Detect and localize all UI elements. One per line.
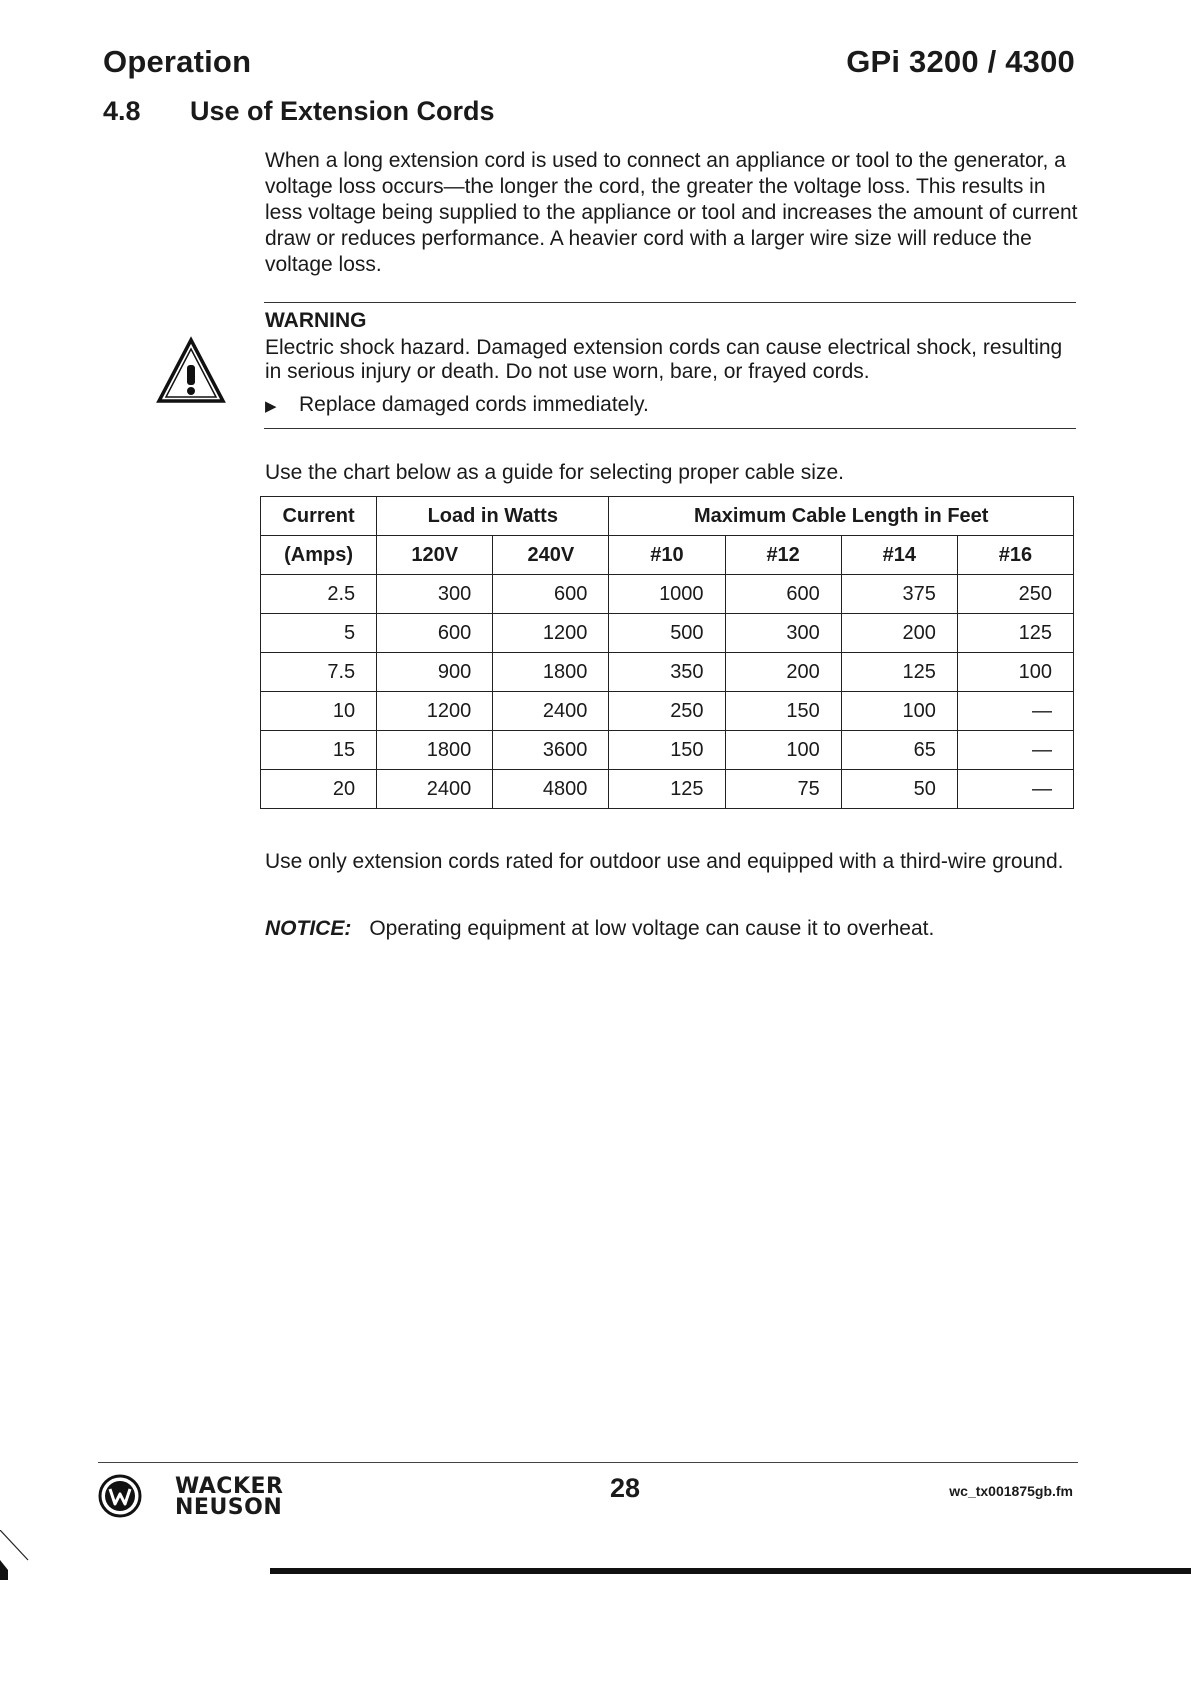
warning-bullet-text: Replace damaged cords immediately. [299,393,649,416]
subheader-awg14: #14 [841,536,957,575]
intro-paragraph: When a long extension cord is used to connect an appliance or tool to the generator, a voltage loss occurs—the longer the cord, the greater the voltage loss. This results in less voltage being supplied to the appliance or tool and increases the amount of current draw or reduces performance. A heavier cord with a larger wire size will reduce the voltage loss. [265,149,1078,276]
cell-120v: 1800 [377,731,493,770]
section-number: 4.8 [103,96,141,126]
subheader-awg10: #10 [609,536,725,575]
warning-bullet [265,392,649,420]
page-header-section: Operation [103,44,252,79]
cell-240v: 600 [493,575,609,614]
notice-label: NOTICE: [265,917,352,940]
header-current: Current [261,497,377,536]
cell-120v: 2400 [377,770,493,809]
cell-120v: 300 [377,575,493,614]
section-title: Use of Extension Cords [190,96,495,126]
cell-awg10: 125 [609,770,725,809]
cell-amps: 5 [261,614,377,653]
chart-intro-text: Use the chart below as a guide for selecting proper cable size. [265,461,844,484]
cell-240v: 3600 [493,731,609,770]
table-row [261,614,1074,653]
header-load-watts: Load in Watts [377,497,609,536]
table-header-row [261,497,1074,536]
subheader-awg12: #12 [725,536,841,575]
subheader-120v: 120V [377,536,493,575]
cell-awg12: 100 [725,731,841,770]
outdoor-use-note: Use only extension cords rated for outdoor use and equipped with a third-wire ground. [265,850,1064,873]
notice-line [265,916,934,942]
scan-corner-mark [0,1530,30,1580]
cell-240v: 1800 [493,653,609,692]
cell-awg16: — [957,692,1073,731]
page-number: 28 [609,1473,641,1503]
cell-awg14: 50 [841,770,957,809]
table-subheader-row [261,536,1074,575]
brand-logo-text [175,1476,283,1518]
cell-awg12: 600 [725,575,841,614]
bullet-arrow-icon: ▶ [265,398,277,415]
cell-awg10: 500 [609,614,725,653]
warning-text: Electric shock hazard. Damaged extension cords can cause electrical shock, resulting in serious injury or death. Do not use worn, bare, or frayed cords. [265,336,1063,383]
cell-awg12: 200 [725,653,841,692]
cell-awg10: 1000 [609,575,725,614]
scan-bottom-edge [270,1568,1191,1574]
table-row [261,653,1074,692]
table-row [261,692,1074,731]
cell-240v: 2400 [493,692,609,731]
subheader-awg16: #16 [957,536,1073,575]
cell-awg16: — [957,731,1073,770]
cell-amps: 10 [261,692,377,731]
logo-line-2: NEUSON [175,1495,283,1520]
cell-120v: 900 [377,653,493,692]
logo-line-1: WACKER [175,1474,284,1499]
cell-240v: 1200 [493,614,609,653]
cell-awg14: 125 [841,653,957,692]
cell-awg16: — [957,770,1073,809]
cell-amps: 7.5 [261,653,377,692]
cell-awg10: 350 [609,653,725,692]
header-max-cable-length: Maximum Cable Length in Feet [609,497,1074,536]
cell-awg12: 150 [725,692,841,731]
cell-awg16: 100 [957,653,1073,692]
cell-awg14: 375 [841,575,957,614]
cell-120v: 600 [377,614,493,653]
subheader-amps: (Amps) [261,536,377,575]
cell-awg12: 75 [725,770,841,809]
subheader-240v: 240V [493,536,609,575]
cable-size-table [260,496,1074,809]
cell-amps: 2.5 [261,575,377,614]
footer-rule [98,1462,1078,1463]
table-row [261,770,1074,809]
cell-120v: 1200 [377,692,493,731]
page-header-model: GPi 3200 / 4300 [846,44,1075,79]
wacker-neuson-logo-icon [98,1474,142,1518]
cell-240v: 4800 [493,770,609,809]
warning-triangle-icon [155,335,227,407]
warning-top-rule [264,302,1076,303]
cell-awg16: 125 [957,614,1073,653]
warning-bottom-rule [264,428,1076,429]
cell-amps: 20 [261,770,377,809]
cell-awg10: 150 [609,731,725,770]
notice-text: Operating equipment at low voltage can cause it to overheat. [369,917,935,940]
cell-awg14: 65 [841,731,957,770]
cell-amps: 15 [261,731,377,770]
table-row [261,731,1074,770]
source-file-name: wc_tx001875gb.fm [949,1483,1073,1499]
cell-awg14: 200 [841,614,957,653]
cell-awg16: 250 [957,575,1073,614]
table-row [261,575,1074,614]
warning-heading: WARNING [265,309,367,332]
cell-awg10: 250 [609,692,725,731]
cell-awg14: 100 [841,692,957,731]
cell-awg12: 300 [725,614,841,653]
